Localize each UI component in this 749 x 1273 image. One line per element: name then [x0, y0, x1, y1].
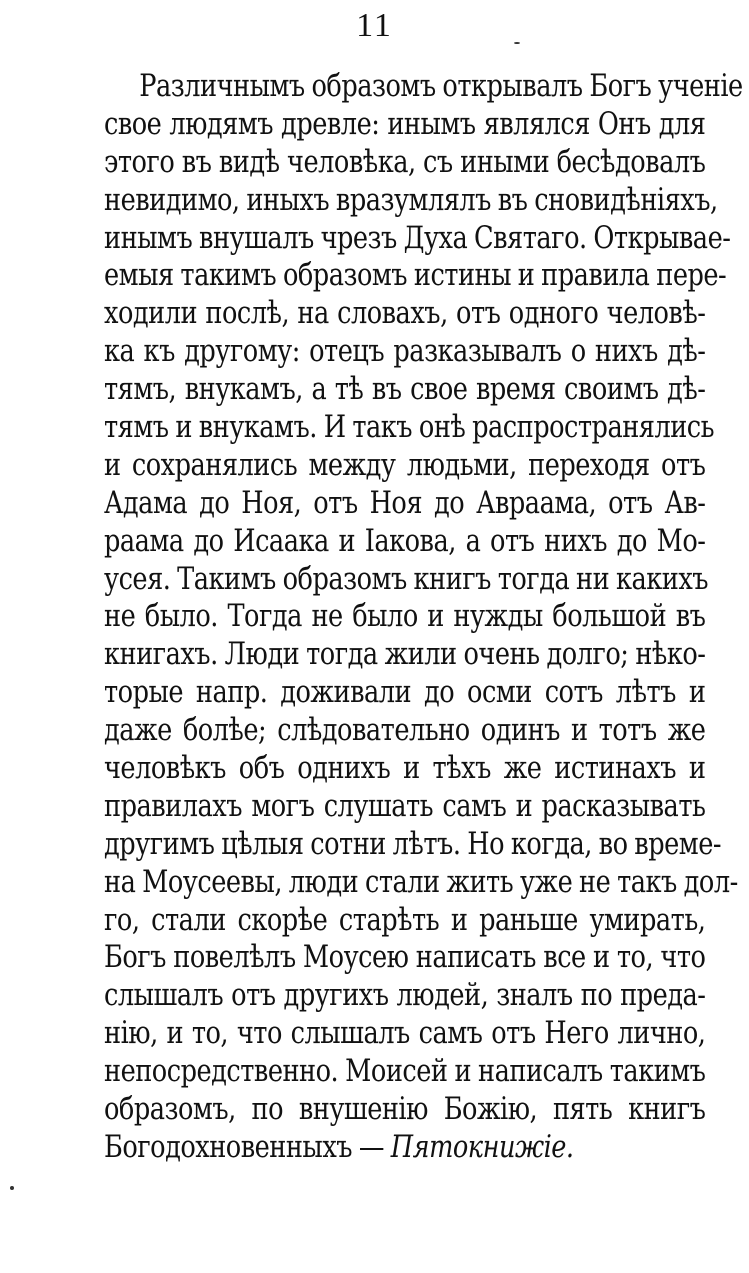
text-line: на Моусеевы, люди стали жить уже не такъ дол-: [104, 864, 738, 900]
text-line: невидимо, иныхъ вразумлялъ въ сновидѣніяхъ,: [104, 182, 718, 218]
text-line: и сохранялись между людьми, переходя отъ: [104, 447, 706, 483]
text-line: не было. Тогда не было и нужды большой въ: [104, 599, 706, 635]
text-line: этого въ видѣ человѣка, съ иными бесѣдовалъ: [104, 144, 706, 180]
italic-term: Пятокнижіе.: [390, 1129, 574, 1165]
text-line: даже болѣе; слѣдовательно одинъ и тотъ же: [104, 713, 706, 749]
text-line: тямъ и внукамъ. И такъ онѣ распространялись: [104, 410, 715, 446]
text-line: другимъ цѣлыя сотни лѣтъ. Но когда, во време-: [104, 826, 722, 862]
text-line-final-lead: Богодохновенныхъ —: [104, 1129, 391, 1165]
text-line: торые напр. доживали до осми сотъ лѣтъ и: [104, 675, 706, 711]
text-line: го, стали скорѣе старѣть и раньше умирать,: [104, 902, 706, 938]
text-line: слышалъ отъ другихъ людей, зналъ по преда-: [104, 978, 706, 1014]
text-line: тямъ, внукамъ, а тѣ въ свое время своимъ дѣ-: [104, 372, 706, 408]
print-speck: [10, 1186, 14, 1190]
text-line: образомъ, по внушенію Божію, пять книгъ: [104, 1092, 706, 1128]
text-line: усея. Такимъ образомъ книгъ тогда ни какихъ: [104, 561, 709, 597]
text-line: Богъ повелѣлъ Моусею написать все и то, что: [104, 940, 706, 976]
text-line-final: [104, 1129, 705, 1167]
body-paragraph: [104, 68, 743, 1167]
text-line: Адама до Ноя, отъ Ноя до Авраама, отъ Ав-: [104, 485, 706, 521]
text-line: нію, и то, что слышалъ самъ отъ Него лично,: [104, 1016, 706, 1052]
page-number: 11: [356, 7, 393, 44]
text-line: ка къ другому: отецъ разказывалъ о нихъ дѣ-: [104, 334, 706, 370]
text-line: ходили послѣ, на словахъ, отъ одного человѣ-: [104, 296, 706, 332]
text-line: правилахъ могъ слушать самъ и расказывать: [104, 788, 706, 824]
text-line: инымъ внушалъ чрезъ Духа Святаго. Открывае-: [104, 220, 731, 256]
text-line: свое людямъ древле: инымъ являлся Онъ для: [104, 106, 706, 142]
print-speck: [514, 42, 520, 44]
text-line: человѣкъ объ однихъ и тѣхъ же истинахъ и: [104, 751, 706, 787]
text-line: емыя такимъ образомъ истины и правила пере-: [104, 258, 727, 294]
text-line: непосредственно. Моисей и написалъ такимъ: [104, 1054, 706, 1090]
text-line: книгахъ. Люди тогда жили очень долго; нѣко-: [104, 637, 706, 673]
text-line: раама до Исаака и Іакова, а отъ нихъ до Мо-: [104, 523, 706, 559]
text-line: Различнымъ образомъ открывалъ Богъ ученіе: [139, 69, 743, 104]
